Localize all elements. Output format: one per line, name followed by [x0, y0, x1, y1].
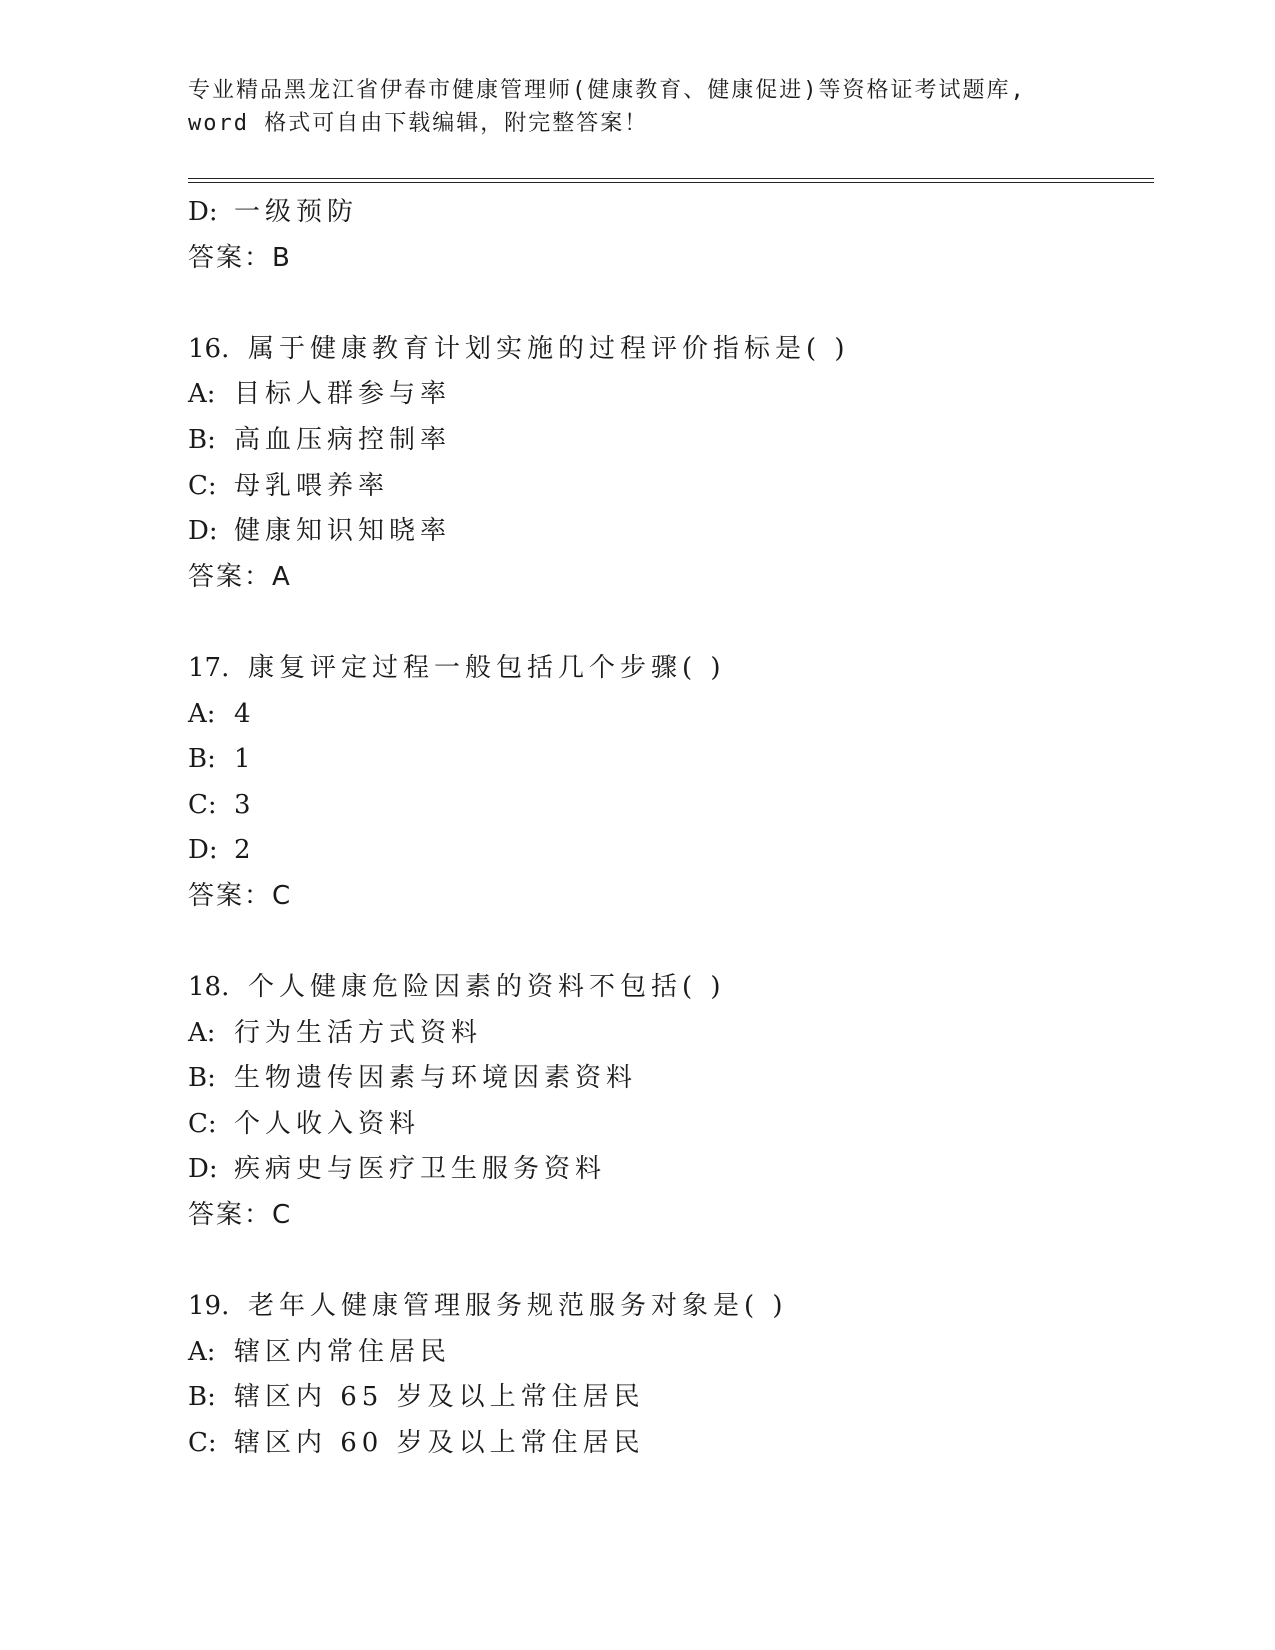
- spacer: [188, 600, 1148, 646]
- question-19-option-a: [188, 1330, 1148, 1376]
- question-16-stem: [188, 327, 1148, 373]
- question-16-option-b: [188, 418, 1148, 464]
- option-text: 1: [234, 744, 256, 775]
- option-label: A:: [188, 1017, 216, 1048]
- option-label: A:: [188, 1336, 216, 1367]
- option-text: 目标人群参与率: [234, 379, 452, 410]
- question-number: 18.: [188, 972, 230, 1003]
- header-line-2: word 格式可自由下载编辑，附完整答案！: [188, 111, 649, 136]
- option-label: C:: [188, 789, 217, 820]
- option-text: 疾病史与医疗卫生服务资料: [234, 1154, 607, 1185]
- option-label: C:: [188, 1428, 217, 1459]
- header-divider-bottom: [188, 182, 1154, 183]
- option-label: B:: [188, 744, 216, 775]
- option-label: D:: [188, 835, 218, 866]
- spacer: [188, 920, 1148, 966]
- question-16-answer: 答案：A: [188, 561, 292, 592]
- question-18-option-d: [188, 1147, 1148, 1193]
- option-text: 2: [234, 835, 256, 866]
- option-text: 行为生活方式资料: [234, 1017, 483, 1048]
- question-18-option-a: [188, 1011, 1148, 1057]
- option-text: 辖区内常住居民: [234, 1336, 452, 1367]
- option-label: A:: [188, 379, 216, 410]
- question-number: 16.: [188, 333, 230, 364]
- question-17-answer: 答案：C: [188, 880, 293, 911]
- prev-answer: 答案：B: [188, 242, 292, 273]
- option-label: D:: [188, 1154, 218, 1185]
- question-text: 属于健康教育计划实施的过程评价指标是( ): [248, 333, 850, 364]
- option-text: 辖区内 65 岁及以上常住居民: [234, 1382, 645, 1413]
- option-text: 个人收入资料: [234, 1108, 421, 1139]
- option-label: C:: [188, 1108, 217, 1139]
- question-text: 康复评定过程一般包括几个步骤( ): [248, 652, 726, 683]
- question-16-option-d: [188, 509, 1148, 555]
- question-17-option-d: [188, 828, 1148, 874]
- question-19-stem: [188, 1284, 1148, 1330]
- question-18-answer: 答案：C: [188, 1200, 293, 1231]
- question-19-option-b: [188, 1375, 1148, 1421]
- question-text: 老年人健康管理服务规范服务对象是( ): [248, 1291, 788, 1322]
- spacer: [188, 1239, 1148, 1285]
- option-text: 母乳喂养率: [234, 470, 390, 501]
- question-number: 17.: [188, 652, 230, 683]
- question-17-option-b: [188, 737, 1148, 783]
- option-label: B:: [188, 1382, 216, 1413]
- option-text: 4: [234, 698, 256, 729]
- prev-option-d: [188, 190, 1148, 236]
- question-16-option-a: [188, 372, 1148, 418]
- option-label: B:: [188, 424, 216, 455]
- question-17-option-a: [188, 692, 1148, 738]
- option-text: 生物遗传因素与环境因素资料: [234, 1063, 638, 1094]
- question-list: [188, 190, 1148, 1467]
- option-text: 健康知识知晓率: [234, 516, 452, 547]
- question-18-option-c: [188, 1102, 1148, 1148]
- option-label: B:: [188, 1063, 216, 1094]
- question-19-option-c: [188, 1421, 1148, 1467]
- question-18-option-b: [188, 1056, 1148, 1102]
- option-label: A:: [188, 698, 216, 729]
- option-text: 3: [234, 789, 256, 820]
- question-17-stem: [188, 646, 1148, 692]
- option-text: 一级预防: [234, 197, 359, 227]
- option-label: C:: [188, 470, 217, 501]
- option-label: D:: [188, 516, 218, 547]
- question-16-option-c: [188, 464, 1148, 510]
- option-text: 辖区内 60 岁及以上常住居民: [234, 1428, 645, 1459]
- header-divider-top: [188, 178, 1154, 179]
- question-17-option-c: [188, 783, 1148, 829]
- question-text: 个人健康危险因素的资料不包括( ): [248, 972, 726, 1003]
- spacer: [188, 281, 1148, 327]
- option-label: D:: [188, 197, 218, 227]
- option-text: 高血压病控制率: [234, 424, 452, 455]
- question-number: 19.: [188, 1291, 230, 1322]
- document-header: [188, 74, 1088, 140]
- header-line-1: 专业精品黑龙江省伊春市健康管理师(健康教育、健康促进)等资格证考试题库,: [188, 78, 1026, 103]
- question-18-stem: [188, 965, 1148, 1011]
